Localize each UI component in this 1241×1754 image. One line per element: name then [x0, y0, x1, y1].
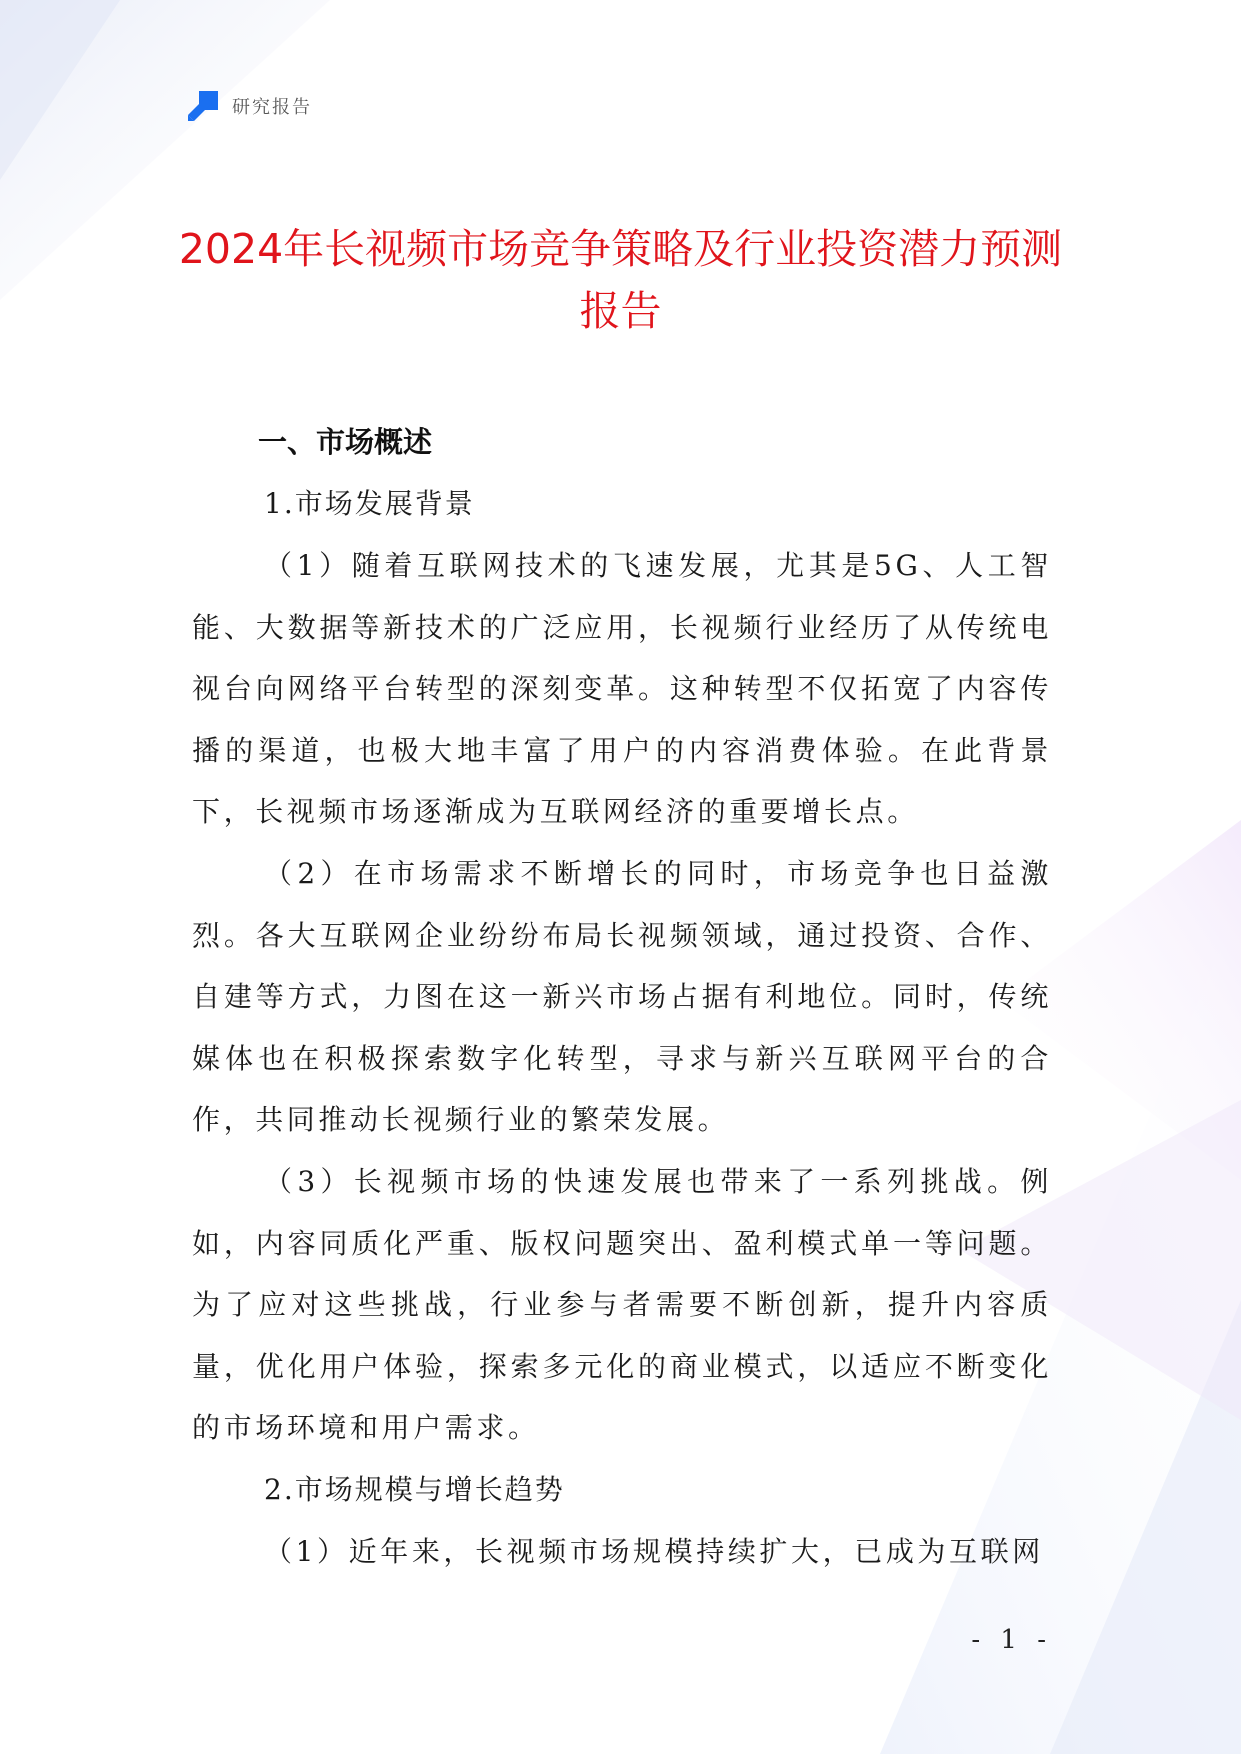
- paragraph: （1）近年来，长视频市场规模持续扩大，已成为互联网: [264, 1534, 1044, 1568]
- report-title: 2024年长视频市场竞争策略及行业投资潜力预测报告: [178, 225, 1063, 335]
- sub-heading: 2.市场规模与增长趋势: [264, 1472, 565, 1506]
- paragraph: （1）随着互联网技术的飞速发展，尤其是5G、人工智能、大数据等新技术的广泛应用，长视频行业经历了从传统电视台向网络平台转型的深刻变革。这种转型不仅拓宽了内容传播的渠道，也极大地丰富了用户的内容消费体验。在此背景下，长视频市场逐渐成为互联网经济的重要增长点。: [192, 549, 1052, 829]
- report-header: [186, 88, 312, 124]
- section-heading: 一、市场概述: [258, 425, 433, 459]
- report-type-label: 研究报告: [232, 97, 312, 118]
- paragraph: （2）在市场需求不断增长的同时，市场竞争也日益激烈。各大互联网企业纷纷布局长视频领域，通过投资、合作、自建等方式，力图在这一新兴市场占据有利地位。同时，传统媒体也在积极探索数字化转型，寻求与新兴互联网平台的合作，共同推动长视频行业的繁荣发展。: [192, 856, 1052, 1137]
- sub-heading: 1.市场发展背景: [264, 487, 475, 520]
- page-number: - 1 -: [971, 1625, 1052, 1655]
- arrow-up-right-icon: [186, 89, 220, 123]
- document-body: [192, 411, 1052, 1583]
- paragraph: （3）长视频市场的快速发展也带来了一系列挑战。例如，内容同质化严重、版权问题突出、盈利模式单一等问题。为了应对这些挑战，行业参与者需要不断创新，提升内容质量，优化用户体验，探索多元化的商业模式，以适应不断变化的市场环境和用户需求。: [192, 1164, 1052, 1445]
